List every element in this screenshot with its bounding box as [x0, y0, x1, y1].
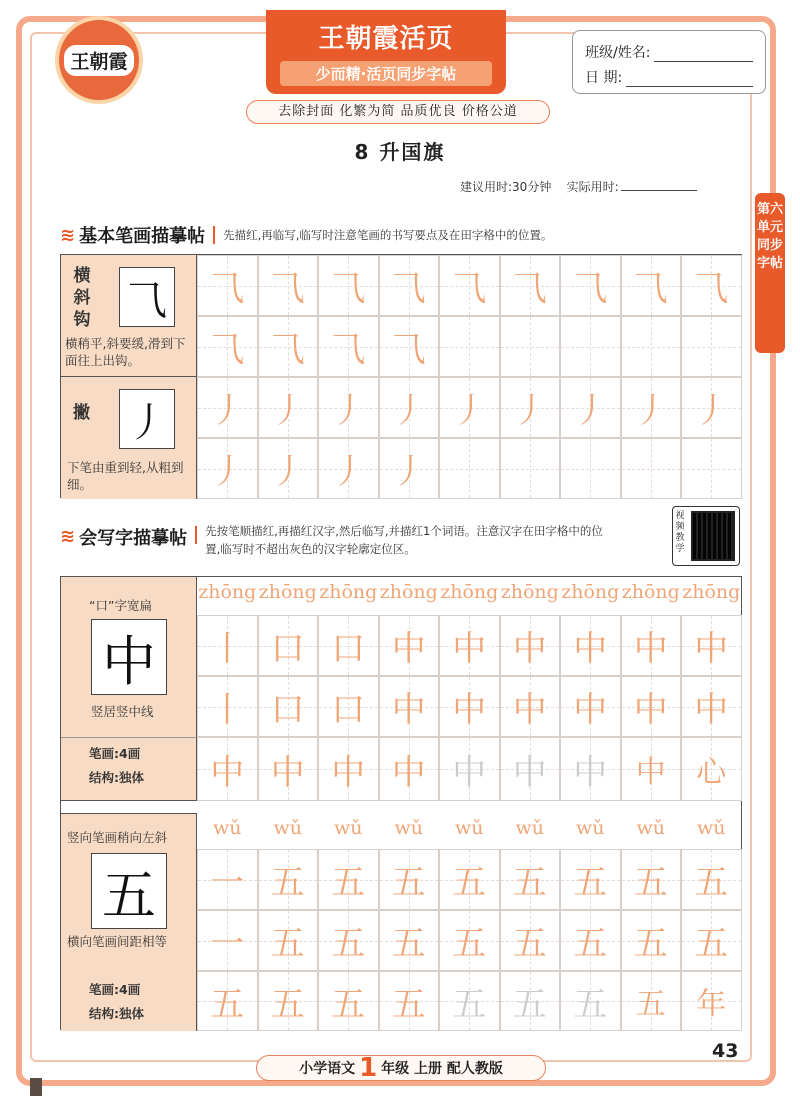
date-label: 日 期:	[585, 70, 623, 86]
footer-label	[256, 1055, 546, 1081]
stroke-practice-panel	[60, 254, 742, 498]
stroke2-grid-row1: 丿 丿 丿 丿 丿 丿 丿 丿 丿	[197, 377, 742, 438]
stroke1-grid-row1: ⺄ ⺄ ⺄ ⺄ ⺄ ⺄ ⺄ ⺄ ⺄	[197, 255, 742, 316]
char1-pinyin-row: zhōng zhōng zhōng zhōng zhōng zhōng zhōng zhōng zhōng	[198, 581, 741, 603]
page-number: 43	[712, 1040, 739, 1062]
logo-text: 王朝霞	[64, 45, 133, 76]
header-banner	[266, 10, 506, 94]
date-field[interactable]	[626, 71, 753, 87]
char2-structure: 结构:独体	[89, 1006, 144, 1021]
stroke2-name: 撇	[73, 403, 90, 423]
section2-title: 会写字描摹帖	[79, 528, 188, 549]
name-box	[572, 30, 766, 94]
footer-grade: 年级 上册 配人教版	[381, 1061, 503, 1077]
qr-label: 视频教学	[675, 511, 685, 554]
char1-grid-row2: 丨 口 口 中 中 中 中 中 中	[197, 676, 742, 737]
stroke1-name: 横斜钩	[73, 266, 91, 330]
wave-icon: ≋	[60, 526, 76, 547]
char2-hint-top: 竖向笔画稍向左斜	[67, 830, 168, 845]
footer-grade-number: 1	[359, 1053, 378, 1083]
word-char: 年	[696, 987, 727, 1022]
class-name-label: 班级/姓名:	[585, 45, 651, 61]
lesson-title: 8 升国旗	[354, 140, 446, 164]
stroke1-grid-row2: ⺄ ⺄ ⺄ ⺄	[197, 316, 742, 377]
stroke2-glyph: 丿	[119, 389, 175, 449]
char-practice-panel	[60, 576, 742, 1030]
banner-title: 王朝霞活页	[318, 24, 454, 54]
wave-icon: ≋	[60, 224, 76, 246]
actual-time-label: 实际用时:	[566, 180, 619, 194]
char1-glyph: 中	[91, 619, 167, 695]
footer-subject: 小学语文	[299, 1061, 356, 1077]
char2-grid-row3: 五 五 五 五 五 五 五 五 年	[197, 971, 742, 1031]
char2-pinyin-row: wǔ wǔ wǔ wǔ wǔ wǔ wǔ wǔ wǔ	[213, 817, 726, 839]
char2-grid-row1: 一 五 五 五 五 五 五 五 五	[197, 849, 742, 910]
class-name-field[interactable]	[654, 46, 753, 62]
char1-structure: 结构:独体	[89, 770, 144, 785]
stroke1-glyph: ⺄	[119, 267, 175, 327]
stroke2-note: 下笔由重到轻,从粗到细。	[67, 460, 184, 492]
section2-header	[60, 522, 670, 558]
qr-pattern-icon	[691, 511, 735, 561]
banner-subtitle: 少而精·活页同步字帖	[280, 61, 492, 86]
suggested-time: 建议用时:30分钟	[460, 180, 552, 194]
qr-code[interactable]	[672, 506, 740, 566]
stroke2-grid-row2: 丿 丿 丿 丿	[197, 438, 742, 499]
word-char: 中	[635, 755, 666, 790]
stroke1-note: 横稍平,斜要缓,滑到下面往上出钩。	[65, 336, 186, 368]
word-char: 五	[635, 987, 666, 1022]
char1-grid-row1: 丨 口 口 中 中 中 中 中 中	[197, 615, 742, 676]
section1-header	[60, 222, 750, 248]
char1-hint-bottom: 竖居竖中线	[91, 704, 154, 719]
actual-time-field[interactable]	[621, 190, 697, 191]
word-char: 心	[696, 755, 727, 790]
slogan: 去除封面 化繁为简 品质优良 价格公道	[246, 100, 550, 124]
section2-desc: 先按笔顺描红,再描红汉字,然后临写,并描红1个词语。注意汉字在田字格中的位置,临写时不超出灰色的汉字轮廓定位区。	[205, 524, 603, 556]
brand-logo	[55, 16, 143, 104]
char1-strokes: 笔画:4画	[89, 746, 141, 761]
section1-title: 基本笔画描摹帖	[79, 226, 206, 247]
char2-strokes: 笔画:4画	[89, 982, 141, 997]
char2-hint-bottom: 横向笔画间距相等	[67, 934, 168, 949]
char1-hint-top: “口”字宽扁	[89, 598, 152, 613]
char2-glyph: 五	[91, 853, 167, 929]
char1-grid-row3: 中 中 中 中 中 中 中 中 心	[197, 737, 742, 801]
corner-mark	[30, 1078, 42, 1096]
section1-desc: 先描红,再临写,临写时注意笔画的书写要点及在田字格中的位置。	[223, 228, 553, 242]
char2-grid-row2: 一 五 五 五 五 五 五 五 五	[197, 910, 742, 971]
unit-side-tab: 第六单元同步字帖	[755, 193, 785, 353]
time-info	[460, 178, 697, 195]
